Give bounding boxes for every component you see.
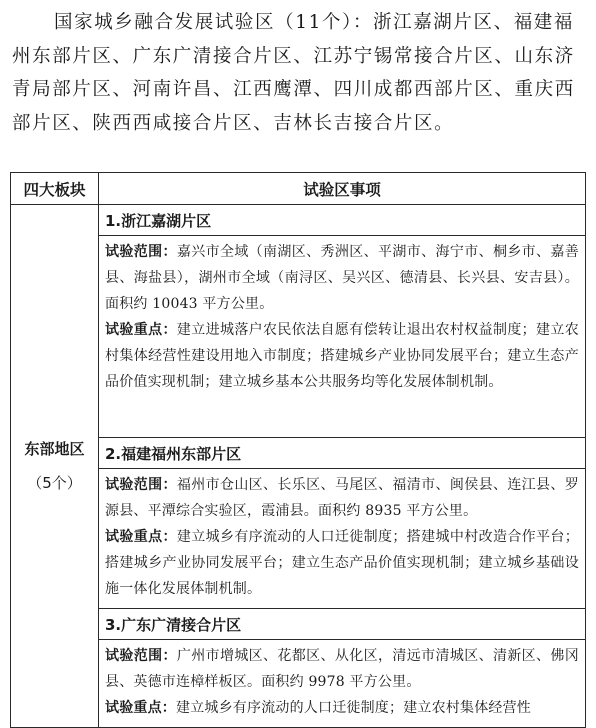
zone-title-row xyxy=(11,205,586,236)
focus-label: 试验重点： xyxy=(105,322,177,338)
focus-text: 建立进城落户农民依法自愿有偿转让退出农村权益制度；建立农村集体经营性建设用地入市制度；搭建城乡产业协同发展平台；建立生态产品价值实现机制；建立城乡基本公共服务均等化发展体制机制。 xyxy=(105,322,579,390)
zone-focus xyxy=(105,317,579,395)
region-count: （5个） xyxy=(27,474,82,492)
scope-label: 试验范围： xyxy=(105,477,177,493)
table-header-row xyxy=(11,173,586,205)
zone-body xyxy=(99,236,586,438)
focus-label: 试验重点： xyxy=(105,529,177,545)
focus-text: 建立城乡有序流动的人口迁徙制度；搭建城中村改造合作平台；搭建城乡产业协同发展平台；建立生态产品价值实现机制；建立城乡基础设施一体化发展体制机制。 xyxy=(105,529,579,597)
scope-text: 嘉兴市全域（南湖区、秀洲区、平湖市、海宁市、桐乡市、嘉善县、海盐县），湖州市全域（南浔区、吴兴区、德清县、长兴县、安吉县）。面积约 10043 平方公里。 xyxy=(105,244,579,312)
scope-label: 试验范围： xyxy=(105,244,177,260)
zone-focus xyxy=(105,695,579,721)
scope-text: 福州市仓山区、长乐区、马尾区、福清市、闽侯县、连江县、罗源县、平潭综合实验区，霞浦县。面积约 8935 平方公里。 xyxy=(105,477,579,519)
zone-title: 2.福建福州东部片区 xyxy=(99,438,586,469)
pilot-zone-table xyxy=(10,172,586,728)
intro-text: 国家城乡融合发展试验区（11个）：浙江嘉湖片区、福建福州东部片区、广东广清接合片区、江苏宁锡常接合片区、山东济青局部片区、河南许昌、江西鹰潭、四川成都西部片区、重庆西部片区、陕西西咸接合片区、吉林长吉接合片区。 xyxy=(12,12,575,134)
region-cell xyxy=(11,205,99,728)
zone-body xyxy=(99,469,586,609)
scope-text: 广州市增城区、花都区、从化区，清远市清城区、清新区、佛冈县、英德市连樟样板区。面积约 9978 平方公里。 xyxy=(105,648,579,690)
header-regions: 四大板块 xyxy=(11,173,99,205)
region-name: 东部地区 xyxy=(24,440,85,458)
zone-scope xyxy=(105,239,579,317)
focus-label: 试验重点： xyxy=(105,700,176,716)
zone-title: 3.广东广清接合片区 xyxy=(99,609,586,640)
zone-scope xyxy=(105,643,579,695)
focus-text: 建立城乡有序流动的人口迁徙制度；建立农村集体经营性 xyxy=(176,700,531,716)
zone-title: 1.浙江嘉湖片区 xyxy=(99,205,586,236)
scope-label: 试验范围： xyxy=(105,648,177,664)
zone-focus xyxy=(105,524,579,602)
intro-paragraph xyxy=(12,6,588,140)
zone-scope xyxy=(105,472,579,524)
zone-body xyxy=(99,640,586,728)
header-items: 试验区事项 xyxy=(99,173,586,205)
